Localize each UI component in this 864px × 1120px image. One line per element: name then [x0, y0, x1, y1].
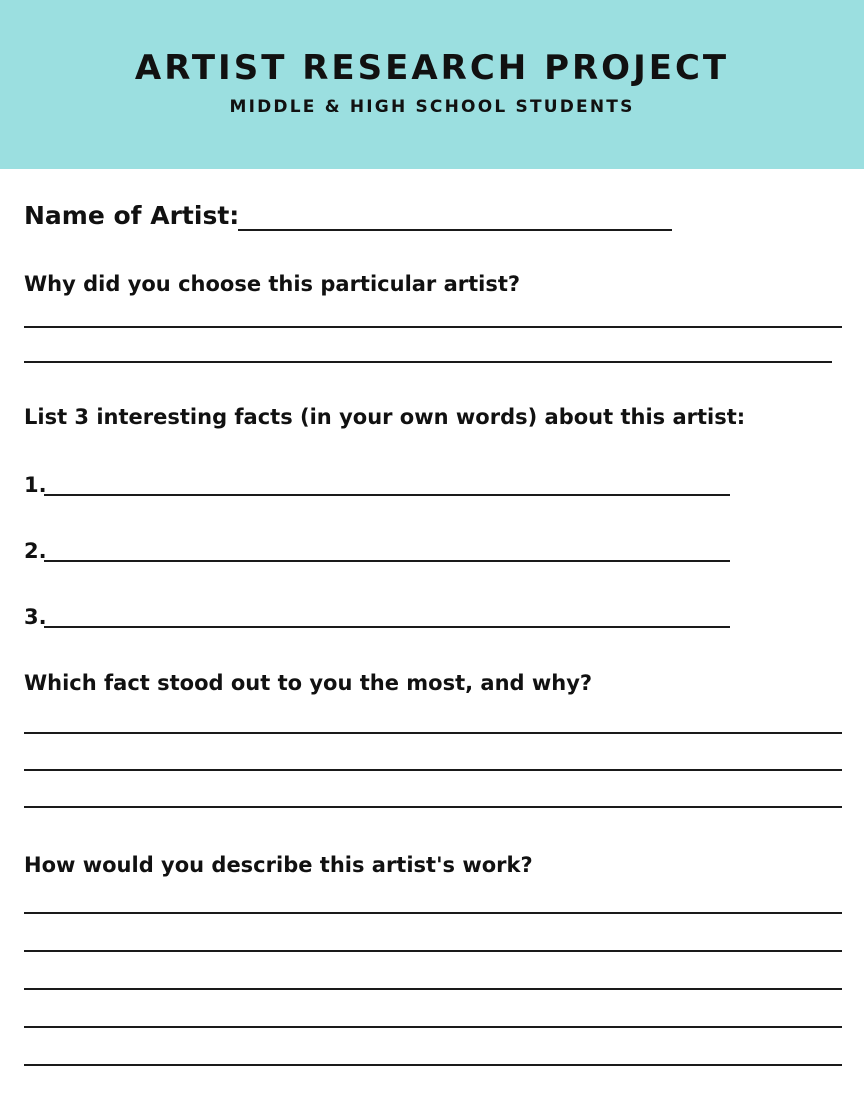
fact-answer-line-2[interactable] — [44, 560, 730, 562]
fact-number-2: 2. — [24, 539, 47, 563]
page-subtitle: MIDDLE & HIGH SCHOOL STUDENTS — [229, 97, 635, 117]
fact-number-3: 3. — [24, 605, 47, 629]
answer-line-why-choose-1[interactable] — [24, 326, 842, 328]
answer-line-fact-stood-out-1[interactable] — [24, 732, 842, 734]
header-banner — [0, 0, 864, 169]
question-fact-stood-out: Which fact stood out to you the most, and why? — [24, 671, 593, 695]
question-three-facts: List 3 interesting facts (in your own words) about this artist: — [24, 405, 746, 429]
question-why-choose: Why did you choose this particular artist? — [24, 272, 521, 296]
answer-line-why-choose-2[interactable] — [24, 361, 832, 363]
fact-answer-line-1[interactable] — [44, 494, 730, 496]
question-describe-work: How would you describe this artist's work? — [24, 853, 533, 877]
page-title: ARTIST RESEARCH PROJECT — [134, 48, 730, 88]
fact-answer-line-3[interactable] — [44, 626, 730, 628]
answer-line-describe-work-3[interactable] — [24, 988, 842, 990]
fact-number-1: 1. — [24, 473, 47, 497]
answer-line-describe-work-2[interactable] — [24, 950, 842, 952]
name-of-artist-field[interactable] — [238, 229, 672, 231]
answer-line-fact-stood-out-2[interactable] — [24, 769, 842, 771]
answer-line-describe-work-1[interactable] — [24, 912, 842, 914]
answer-line-describe-work-5[interactable] — [24, 1064, 842, 1066]
name-of-artist-label: Name of Artist: — [24, 201, 240, 230]
answer-line-fact-stood-out-3[interactable] — [24, 806, 842, 808]
answer-line-describe-work-4[interactable] — [24, 1026, 842, 1028]
